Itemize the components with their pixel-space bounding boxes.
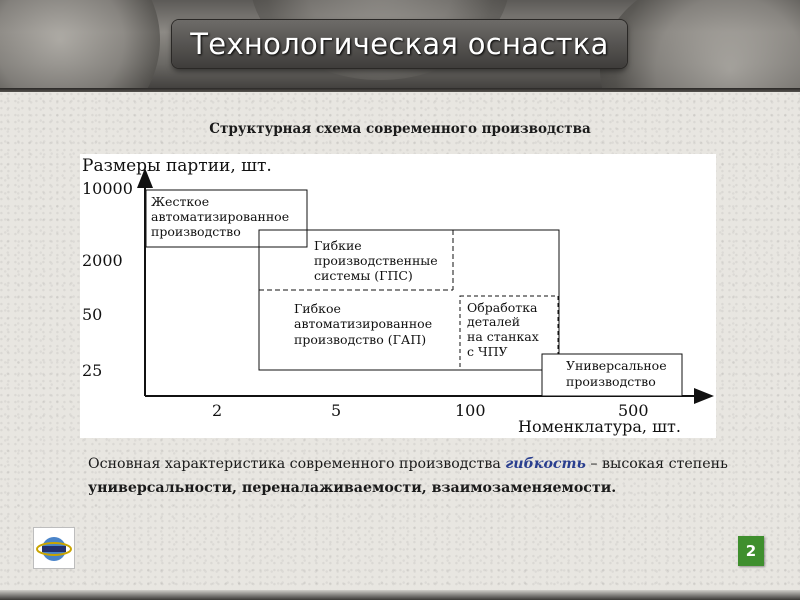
logo	[33, 527, 75, 569]
x-axis-label: Номенклатура, шт.	[518, 417, 681, 436]
box-rigid-line: автоматизированное	[151, 209, 290, 224]
description-bold: универсальности, переналаживаемости, взаимозаменяемости.	[88, 480, 617, 496]
y-tick-label: 50	[82, 305, 103, 324]
x-tick-label: 5	[331, 401, 342, 420]
x-tick-label: 500	[618, 401, 649, 420]
box-gap-line: автоматизированное	[294, 316, 433, 331]
box-fms-line: производственные	[314, 253, 438, 268]
y-tick-label: 10000	[82, 179, 133, 198]
y-axis-label: Размеры партии, шт.	[82, 156, 272, 176]
description-part1: Основная характеристика современного производства	[88, 456, 506, 472]
description-highlight: гибкость	[505, 456, 586, 472]
box-gap-line: Гибкое	[294, 301, 341, 316]
box-universal-line: Универсальное	[566, 358, 667, 373]
footer-stripe	[0, 590, 800, 600]
y-tick-label: 25	[82, 361, 103, 380]
description-part2: – высокая степень	[585, 456, 728, 472]
box-rigid-line: производство	[151, 224, 241, 239]
header-divider	[0, 88, 800, 92]
gear-decoration	[600, 0, 800, 92]
box-fms-line: Гибкие	[314, 238, 362, 253]
box-cnc-line: с ЧПУ	[467, 344, 508, 359]
box-universal-line: производство	[566, 374, 656, 389]
page-title: Технологическая оснастка	[190, 27, 609, 61]
box-fms-line: системы (ГПС)	[314, 268, 413, 283]
gear-decoration	[0, 0, 160, 92]
description-text	[88, 452, 728, 500]
logo-band	[42, 546, 66, 552]
y-tick-label: 2000	[82, 251, 123, 270]
page-number-badge: 2	[738, 536, 764, 566]
box-gap-line: производство (ГАП)	[294, 332, 427, 347]
box-cnc-line: деталей	[467, 314, 521, 329]
diagram-title: Структурная схема современного производства	[209, 121, 591, 137]
box-rigid-line: Жесткое	[151, 194, 210, 209]
header-banner	[0, 0, 800, 92]
diagram	[80, 154, 716, 438]
box-cnc-line: на станках	[467, 329, 539, 344]
x-tick-label: 100	[455, 401, 486, 420]
x-tick-label: 2	[212, 401, 223, 420]
box-cnc-line: Обработка	[467, 300, 538, 315]
